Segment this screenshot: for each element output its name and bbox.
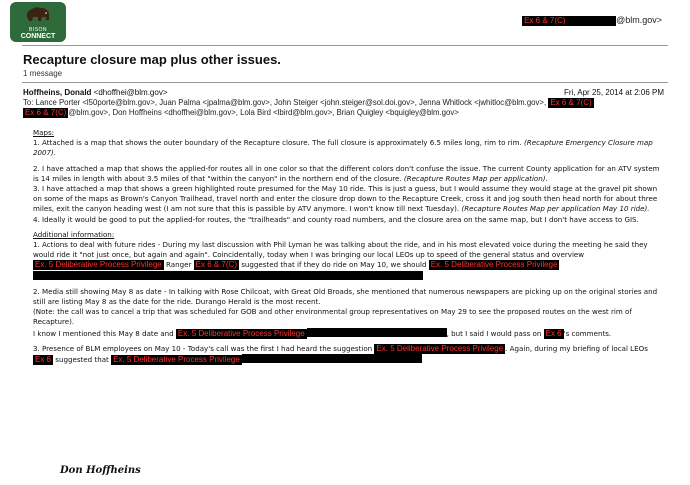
redaction-ex67-3: Ex 6 bbox=[35, 355, 52, 365]
info-item-2 bbox=[33, 287, 665, 339]
signature: Don Hoffheins bbox=[60, 465, 141, 476]
recipients-line-2: @blm.gov>, Don Hoffheins <dhoffhei@blm.gov>, Lola Bird <lbird@blm.gov>, Brian Quigley <bquigley@blm.gov> bbox=[68, 108, 459, 117]
redaction-ex5-4: Ex. 5 Deliberative Process Privilege bbox=[376, 343, 504, 353]
maps-item-3-ref: (Recapture Routes Map per application May 10 ride). bbox=[461, 204, 650, 214]
additional-info-heading: Additional information: bbox=[33, 229, 115, 239]
info-item-1-suggest: suggested that if they do ride on May 10, we should bbox=[238, 260, 429, 270]
info-item-1-text: 1. Actions to deal with future rides - During my last discussion with Phil Lyman he was talking about the ride, and in his most elevated voice during the meeting he said they would ride it "not just once, but again and again". Coincidentally, today when I was bringing our local LEOs up to speed of the general status and overview bbox=[33, 240, 648, 260]
header-divider bbox=[22, 45, 668, 46]
message-date: Fri, Apr 25, 2014 at 2:06 PM bbox=[563, 88, 664, 97]
redaction-ex5-2: Ex. 5 Deliberative Process Privilege bbox=[430, 260, 558, 270]
info-item-3-again: . Again, during my briefing of local LEOs bbox=[505, 343, 648, 353]
maps-item-1 bbox=[33, 138, 665, 158]
info-item-3-suggested: suggested that bbox=[53, 355, 112, 365]
redaction-bar-2 bbox=[307, 328, 447, 337]
bison-icon bbox=[24, 5, 52, 25]
bison-connect-logo[interactable] bbox=[10, 2, 66, 42]
account-redaction: Ex 6 & 7(C) bbox=[522, 16, 616, 26]
maps-item-2-text: 2. I have attached a map that shows the applied-for routes all in one color so that the different colors don't confuse the issue. The current County application for an ATV system is 14 miles in length with about 3.5 miles of that "within the canyon" in the northern end of the closure. bbox=[33, 163, 660, 183]
email-subject: Recapture closure map plus other issues. bbox=[23, 52, 281, 67]
maps-item-2 bbox=[33, 164, 665, 184]
redaction-bar-3 bbox=[242, 354, 422, 363]
maps-item-1-ref: (Recapture Emergency Closure map 2007). bbox=[33, 138, 653, 158]
redaction-ex5-5: Ex. 5 Deliberative Process Privilege bbox=[113, 355, 240, 365]
info-item-2-mention: I know I mentioned this May 8 date and bbox=[33, 328, 176, 338]
info-item-2-note: (Note: the call was to cancel a trip that was scheduled for GOB and other environmental group representatives on May 29 to see the proposed routes on the west rim of Recapture). bbox=[33, 307, 632, 327]
account-email[interactable] bbox=[522, 15, 662, 26]
message-body bbox=[33, 128, 665, 370]
info-item-2-comments: 's comments. bbox=[563, 328, 612, 338]
redaction-ex67-1: Ex 6 & 7(C) bbox=[195, 260, 237, 270]
logo-sub-text: BISON bbox=[28, 27, 48, 33]
sender[interactable] bbox=[23, 88, 168, 97]
logo-main-text: CONNECT bbox=[20, 33, 56, 40]
maps-heading: Maps: bbox=[33, 128, 55, 137]
maps-item-3 bbox=[33, 184, 665, 215]
recipients-line-1: To: Lance Porter <l50porte@blm.gov>, Juan Palma <jpalma@blm.gov>, John Steiger <john.steiger@sol.doi.gov>, Jenna Whitlock <jwhitloc@blm.gov>, bbox=[23, 98, 547, 107]
maps-item-2-ref: (Recapture Routes Map per application). bbox=[403, 173, 548, 183]
maps-item-3-text: 3. I have attached a map that shows a green highlighted route presumed for the May 10 ride. This is just a guess, but I would assume they would stage at the gravel pit shown on some of the maps as Brown's Canyon Trailhead, travel north and enter the closure drop down to the Recapture Creek, cross it and jog south then head north for about three miles, exit the canyon heading west (I am not sure that this is passible by ATV anymore. I won't know till next Tuesday). bbox=[33, 184, 658, 214]
sender-address: <dhoffhei@blm.gov> bbox=[93, 88, 168, 97]
recipient-redaction-1: Ex 6 & 7(C) bbox=[550, 98, 592, 107]
info-item-1 bbox=[33, 240, 665, 282]
account-domain: @blm.gov> bbox=[616, 15, 662, 25]
info-item-3 bbox=[33, 344, 665, 365]
subject-divider bbox=[22, 82, 668, 83]
recipients bbox=[23, 98, 669, 118]
info-item-2-pass: , but I said I would pass on bbox=[446, 328, 544, 338]
redaction-bar-1 bbox=[33, 271, 423, 280]
info-item-2-text: 2. Media still showing May 8 as date - In talking with Rose Chilcoat, with Great Old Broads, she mentioned that numerous newspapers are picking up on the original stories and still are listing May 8 as the date for the ride. Durango Herald is the most recent. bbox=[33, 286, 658, 307]
redaction-ex5-1: Ex. 5 Deliberative Process Privilege bbox=[35, 260, 162, 270]
info-item-1-ranger: Ranger bbox=[163, 260, 194, 270]
redaction-ex67-2: Ex 6 bbox=[545, 328, 562, 338]
maps-item-1-text: 1. Attached is a map that shows the outer boundary of the Recapture closure. The full closure is approximately 6.5 miles long, rim to rim. bbox=[33, 138, 525, 148]
redaction-ex5-3: Ex. 5 Deliberative Process Privilege bbox=[177, 328, 305, 338]
info-item-3-text: 3. Presence of BLM employees on May 10 - Today's call was the first I had heard the suggestion bbox=[33, 343, 375, 353]
sender-name: Hoffheins, Donald bbox=[23, 88, 92, 97]
message-count: 1 message bbox=[23, 69, 63, 78]
maps-item-4: 4. Ideally it would be good to put the applied-for routes, the "trailheads" and county road numbers, and the closure area on the same map, but I don't have access to GIS. bbox=[33, 214, 639, 224]
recipient-redaction-2: Ex 6 & 7(C) bbox=[25, 108, 67, 117]
